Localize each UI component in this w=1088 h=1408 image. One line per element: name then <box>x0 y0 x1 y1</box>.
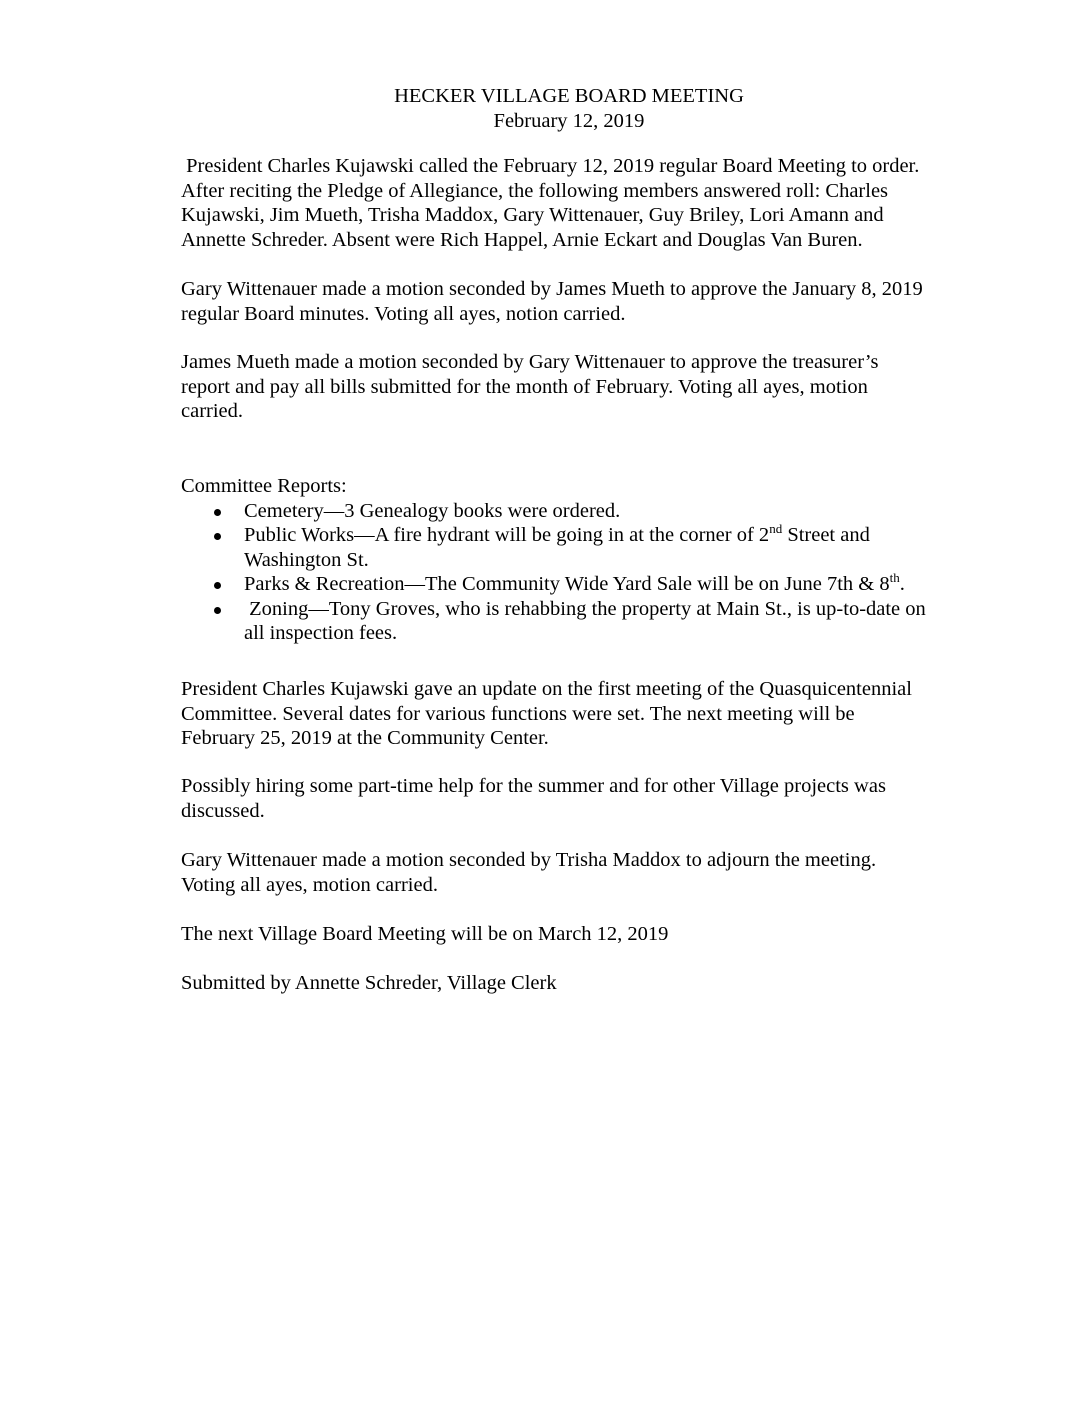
text-line: Voting all ayes, motion carried. <box>181 873 438 896</box>
list-item-text: Zoning—Tony Groves, who is rehabbing the property at Main St., is up-to-date on <box>244 597 926 620</box>
text-line: Gary Wittenauer made a motion seconded by James Mueth to approve the January 8, 2019 <box>181 278 923 300</box>
text-line: Annette Schreder. Absent were Rich Happel, Arnie Eckart and Douglas Van Buren. <box>181 228 863 251</box>
paragraph-next-meeting <box>181 922 981 947</box>
committee-list <box>181 499 981 646</box>
bullet-icon <box>214 607 221 614</box>
list-item-text: Street and <box>782 524 870 546</box>
list-item-text: Cemetery—3 Genealogy books were ordered. <box>244 499 621 522</box>
text-line: Gary Wittenauer made a motion seconded by Trisha Maddox to adjourn the meeting. <box>181 849 877 871</box>
committee-reports <box>181 474 981 646</box>
paragraph-adjourn-motion <box>181 848 981 897</box>
text-line: After reciting the Pledge of Allegiance, the following members answered roll: Charles <box>181 179 889 202</box>
list-item <box>181 499 981 524</box>
text-line: Possibly hiring some part-time help for the summer and for other Village projects was <box>181 775 886 797</box>
paragraph-treasurer-motion <box>181 350 981 424</box>
document-title: HECKER VILLAGE BOARD MEETING <box>394 85 744 107</box>
document-date: February 12, 2019 <box>493 109 645 132</box>
paragraph-quasquicentennial <box>181 677 981 751</box>
paragraph-minutes-motion <box>181 277 981 326</box>
list-item-text: all inspection fees. <box>244 622 398 644</box>
committee-heading: Committee Reports: <box>181 475 347 497</box>
text-line: February 25, 2019 at the Community Center. <box>181 727 549 749</box>
paragraph-submitted-by <box>181 971 981 996</box>
bullet-icon <box>214 582 221 589</box>
text-line: regular Board minutes. Voting all ayes, notion carried. <box>181 302 626 325</box>
list-item <box>181 523 981 572</box>
text-line: carried. <box>181 400 244 422</box>
list-item <box>181 572 981 597</box>
list-item-text: Public Works—A fire hydrant will be going in at the corner of 2 <box>244 524 770 546</box>
bullet-icon <box>214 509 221 516</box>
text-line: discussed. <box>181 799 265 822</box>
text-line: Kujawski, Jim Mueth, Trisha Maddox, Gary Wittenauer, Guy Briley, Lori Amann and <box>181 204 884 226</box>
text-line: The next Village Board Meeting will be on March 12, 2019 <box>181 923 669 945</box>
paragraph-part-time-help <box>181 774 981 823</box>
text-line: report and pay all bills submitted for the month of February. Voting all ayes, motion <box>181 375 868 398</box>
paragraph-call-to-order <box>181 154 981 252</box>
list-item-text: Parks & Recreation—The Community Wide Yard Sale will be on June 7th & 8 <box>244 573 890 595</box>
list-item-text: . <box>899 573 905 595</box>
text-line: President Charles Kujawski called the February 12, 2019 regular Board Meeting to order. <box>181 155 920 177</box>
list-item <box>181 597 981 646</box>
superscript: nd <box>769 521 783 537</box>
superscript: th <box>889 570 900 586</box>
bullet-icon <box>214 533 221 540</box>
text-line: James Mueth made a motion seconded by Gary Wittenauer to approve the treasurer’s <box>181 351 879 373</box>
text-line: President Charles Kujawski gave an update on the first meeting of the Quasquicentennial <box>181 678 912 700</box>
text-line: Submitted by Annette Schreder, Village Clerk <box>181 972 557 994</box>
document-header <box>0 84 1088 133</box>
text-line: Committee. Several dates for various functions were set. The next meeting will be <box>181 702 855 725</box>
list-item-text: Washington St. <box>244 548 369 571</box>
